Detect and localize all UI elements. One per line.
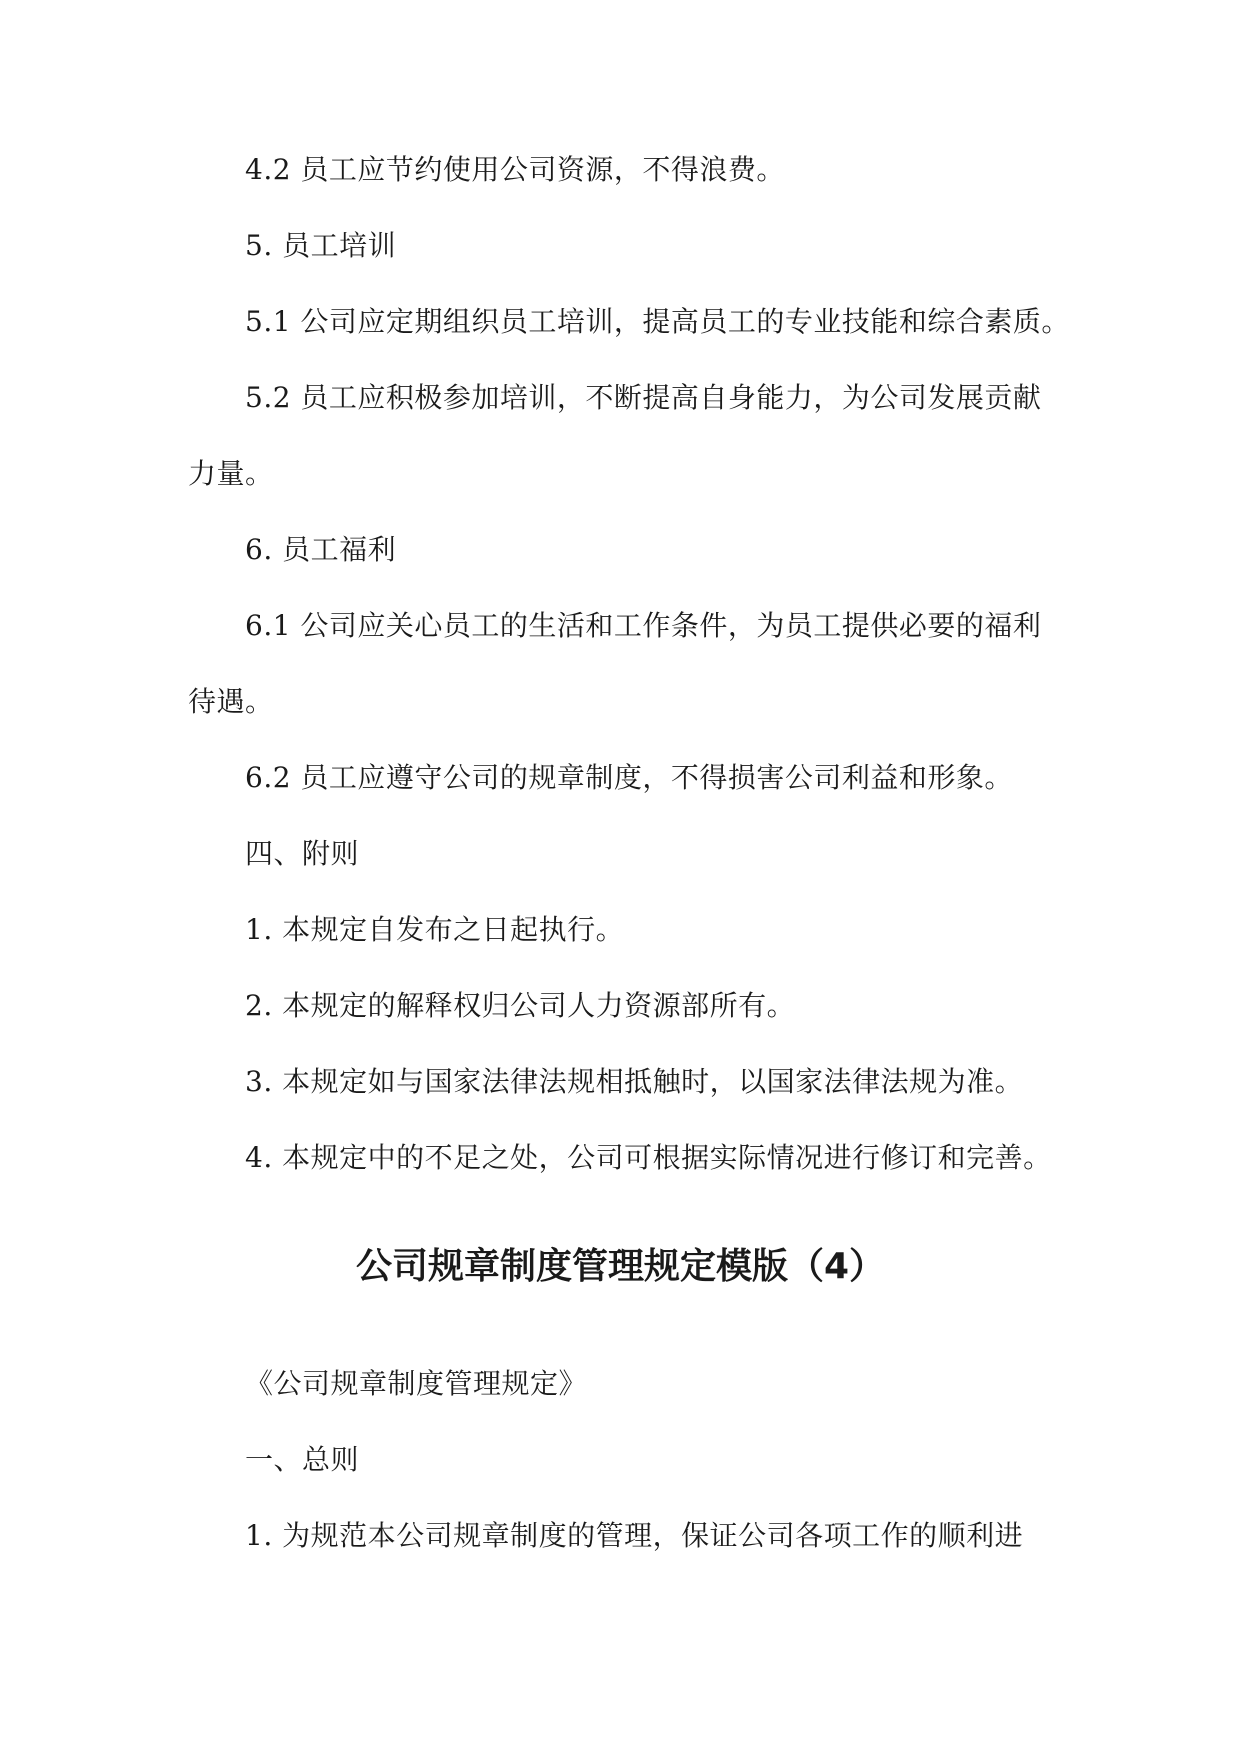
paragraph-6-1-line1: 6.1 公司应关心员工的生活和工作条件，为员工提供必要的福利 [245, 609, 1042, 642]
appendix-item-4: 4. 本规定中的不足之处，公司可根据实际情况进行修订和完善。 [245, 1141, 1052, 1174]
chapter-4-title: 四、附则 [245, 837, 360, 870]
regulation-title: 《公司规章制度管理规定》 [245, 1367, 588, 1400]
section-5-title: 5. 员工培训 [245, 229, 397, 262]
paragraph-5-2-line1: 5.2 员工应积极参加培训，不断提高自身能力，为公司发展贡献 [245, 381, 1042, 414]
paragraph-5-2-line2: 力量。 [188, 457, 274, 490]
document-heading: 公司规章制度管理规定模版（4） [355, 1246, 886, 1287]
section-6-title: 6. 员工福利 [245, 533, 397, 566]
general-item-1: 1. 为规范本公司规章制度的管理，保证公司各项工作的顺利进 [245, 1519, 1024, 1552]
paragraph-4-2: 4.2 员工应节约使用公司资源，不得浪费。 [245, 153, 785, 186]
appendix-item-3: 3. 本规定如与国家法律法规相抵触时，以国家法律法规为准。 [245, 1065, 1024, 1098]
paragraph-6-2: 6.2 员工应遵守公司的规章制度，不得损害公司利益和形象。 [245, 761, 1013, 794]
paragraph-5-1: 5.1 公司应定期组织员工培训，提高员工的专业技能和综合素质。 [245, 305, 1070, 338]
appendix-item-2: 2. 本规定的解释权归公司人力资源部所有。 [245, 989, 796, 1022]
appendix-item-1: 1. 本规定自发布之日起执行。 [245, 913, 625, 946]
chapter-1-title: 一、总则 [245, 1443, 360, 1476]
paragraph-6-1-line2: 待遇。 [188, 685, 274, 718]
